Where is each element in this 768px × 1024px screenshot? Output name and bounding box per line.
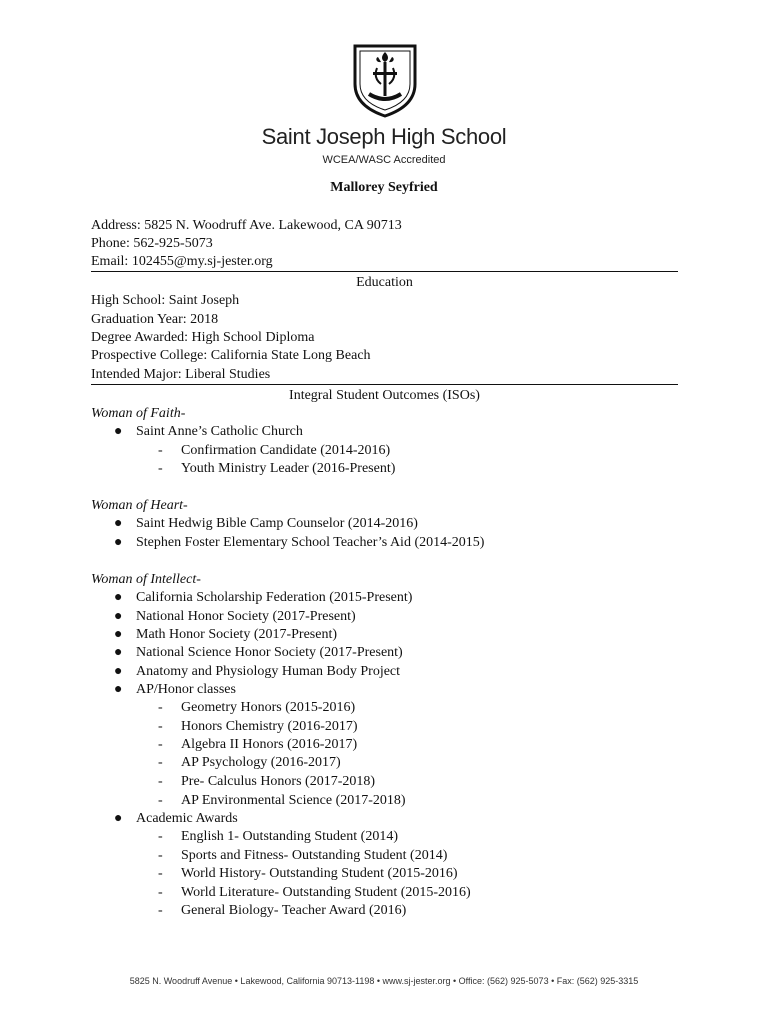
sub-list-item: Geometry Honors (2015-2016) — [181, 700, 356, 715]
dash-icon: - — [158, 755, 163, 770]
sub-list-item: World Literature- Outstanding Student (2015-2016) — [181, 885, 471, 900]
list-item: Anatomy and Physiology Human Body Project — [136, 664, 401, 679]
bullet-icon: ● — [114, 516, 123, 531]
dash-icon: - — [158, 885, 163, 900]
sub-list-item: AP Psychology (2016-2017) — [181, 755, 341, 770]
list-item: National Science Honor Society (2017-Present) — [136, 645, 403, 660]
intellect-heading: Woman of Intellect- — [91, 572, 201, 587]
contact-email: Email: 102455@my.sj-jester.org — [91, 254, 273, 269]
divider — [91, 384, 678, 385]
accreditation: WCEA/WASC Accredited — [322, 154, 446, 166]
bullet-icon: ● — [114, 535, 123, 550]
page-footer: 5825 N. Woodruff Avenue • Lakewood, California 90713-1198 • www.sj-jester.org • Office: (562) 925-5073 • Fax: (562) 925-3315 — [129, 976, 639, 986]
education-line: Graduation Year: 2018 — [91, 312, 219, 327]
dash-icon: - — [158, 829, 163, 844]
dash-icon: - — [158, 848, 163, 863]
bullet-icon: ● — [114, 609, 123, 624]
bullet-icon: ● — [114, 664, 123, 679]
sub-list-item: Sports and Fitness- Outstanding Student (2014) — [181, 848, 448, 863]
bullet-icon: ● — [114, 811, 123, 826]
sub-list-item: English 1- Outstanding Student (2014) — [181, 829, 398, 844]
sub-list-item: AP Environmental Science (2017-2018) — [181, 793, 406, 808]
contact-phone: Phone: 562-925-5073 — [91, 236, 213, 251]
sub-list-item: General Biology- Teacher Award (2016) — [181, 903, 407, 918]
bullet-icon: ● — [114, 627, 123, 642]
education-line: Prospective College: California State Long Beach — [91, 348, 371, 363]
education-line: High School: Saint Joseph — [91, 293, 240, 308]
dash-icon: - — [158, 866, 163, 881]
list-item: Saint Hedwig Bible Camp Counselor (2014-2016) — [136, 516, 418, 531]
bullet-icon: ● — [114, 682, 123, 697]
bullet-icon: ● — [114, 424, 123, 439]
sub-list-item: Youth Ministry Leader (2016-Present) — [181, 461, 396, 476]
school-name: Saint Joseph High School — [261, 124, 507, 149]
contact-address: Address: 5825 N. Woodruff Ave. Lakewood, CA 90713 — [91, 218, 402, 233]
student-name: Mallorey Seyfried — [330, 180, 438, 195]
list-item: National Honor Society (2017-Present) — [136, 609, 356, 624]
bullet-icon: ● — [114, 645, 123, 660]
dash-icon: - — [158, 737, 163, 752]
list-item: Stephen Foster Elementary School Teacher’s Aid (2014-2015) — [136, 535, 485, 550]
dash-icon: - — [158, 443, 163, 458]
education-heading: Education — [356, 275, 413, 290]
list-item: Academic Awards — [136, 811, 238, 826]
dash-icon: - — [158, 719, 163, 734]
isos-heading: Integral Student Outcomes (ISOs) — [289, 388, 480, 403]
dash-icon: - — [158, 700, 163, 715]
sub-list-item: Confirmation Candidate (2014-2016) — [181, 443, 391, 458]
sub-list-item: World History- Outstanding Student (2015-2016) — [181, 866, 458, 881]
sub-list-item: Pre- Calculus Honors (2017-2018) — [181, 774, 376, 789]
dash-icon: - — [158, 903, 163, 918]
school-crest-icon — [351, 44, 419, 118]
sub-list-item: Algebra II Honors (2016-2017) — [181, 737, 358, 752]
list-item: Saint Anne’s Catholic Church — [136, 424, 303, 439]
sub-list-item: Honors Chemistry (2016-2017) — [181, 719, 358, 734]
bullet-icon: ● — [114, 590, 123, 605]
list-item: California Scholarship Federation (2015-Present) — [136, 590, 413, 605]
dash-icon: - — [158, 793, 163, 808]
education-line: Degree Awarded: High School Diploma — [91, 330, 315, 345]
list-item: Math Honor Society (2017-Present) — [136, 627, 338, 642]
list-item: AP/Honor classes — [136, 682, 236, 697]
heart-heading: Woman of Heart- — [91, 498, 188, 513]
dash-icon: - — [158, 774, 163, 789]
dash-icon: - — [158, 461, 163, 476]
faith-heading: Woman of Faith- — [91, 406, 186, 421]
education-line: Intended Major: Liberal Studies — [91, 367, 271, 382]
divider — [91, 271, 678, 272]
